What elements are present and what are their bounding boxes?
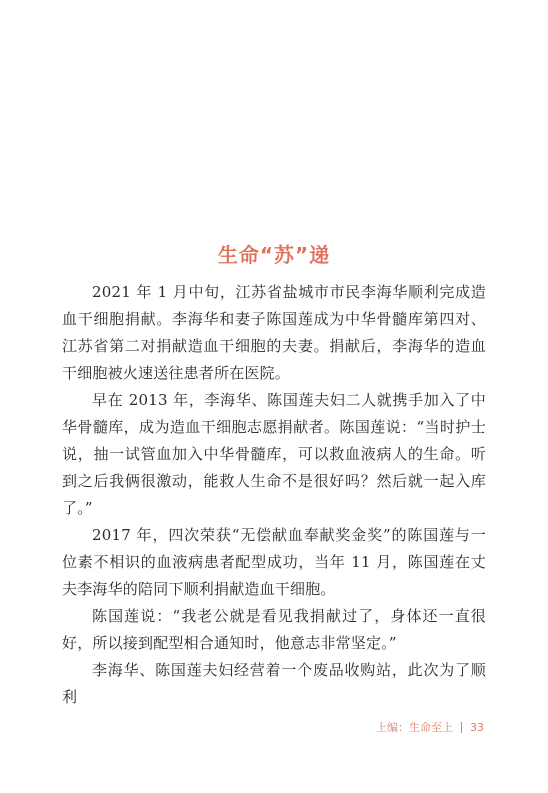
page-number: 33 bbox=[470, 720, 484, 734]
paragraph: 2021 年 1 月中旬，江苏省盐城市市民李海华顺利完成造血干细胞捐献。李海华和妻子陈国莲成为中华骨髓库第四对、江苏省第二对捐献造血干细胞的夫妻。捐献后，李海华的造血干细胞被火速送往患者所在医院。 bbox=[62, 283, 486, 382]
footer-section-label: 上编：生命至上 bbox=[376, 721, 453, 734]
paragraph: 陈国莲说：“我老公就是看见我捐献过了，身体还一直很好，所以接到配型相合通知时，他意志非常坚定。” bbox=[62, 607, 486, 652]
page-footer bbox=[376, 719, 484, 735]
footer-divider bbox=[461, 722, 462, 733]
page-title: 生命“苏”递 bbox=[217, 243, 331, 268]
paragraph: 李海华、陈国莲夫妇经营着一个废品收购站，此次为了顺利 bbox=[62, 661, 486, 706]
article-body bbox=[62, 279, 486, 711]
paragraph: 早在 2013 年，李海华、陈国莲夫妇二人就携手加入了中华骨髓库，成为造血干细胞志愿捐献者。陈国莲说：“当时护士说，抽一试管血加入中华骨髓库，可以救血液病人的生命。听到之后我俩很激动，能救人生命不是很好吗？然后就一起入库了。” bbox=[62, 391, 486, 517]
paragraph: 2017 年，四次荣获“无偿献血奉献奖金奖”的陈国莲与一位素不相识的血液病患者配型成功，当年 11 月，陈国莲在丈夫李海华的陪同下顺利捐献造血干细胞。 bbox=[62, 526, 486, 598]
